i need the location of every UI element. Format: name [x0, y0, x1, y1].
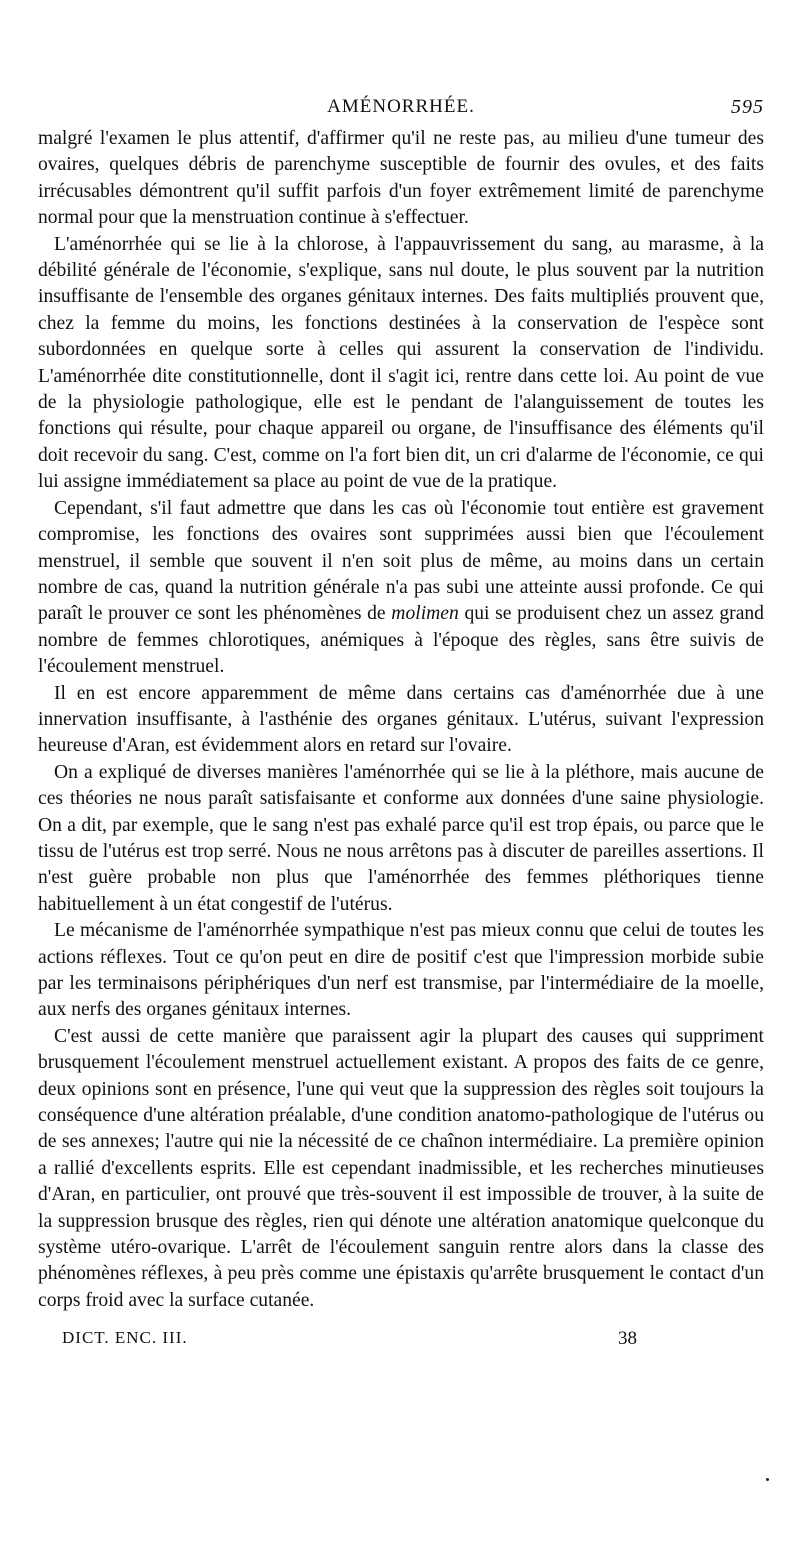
paragraph-plethora: On a expliqué de diverses manières l'aménorrhée qui se lie à la pléthore, mais aucune de ces théories ne nous paraît satisfaisante et conforme aux données d'une saine physiologie. On a dit, par exemple, que le sang n'est pas exhalé parce qu'il est trop épais, ou parce que le tissu de l'utérus est trop serré. Nous ne nous arrêtons pas à discuter de pareilles assertions. Il n'est guère probable non plus que l'aménorrhée des femmes pléthoriques tienne habituellement à un état congestif de l'utérus.: [38, 761, 764, 915]
page-footer: [38, 1328, 764, 1354]
paragraph-molimen: [38, 496, 764, 681]
paragraph-chlorosis: L'aménorrhée qui se lie à la chlorose, à l'appauvrissement du sang, au marasme, à la débilité générale de l'économie, s'explique, sans nul doute, le plus souvent par la nutrition insuffisante de l'ensemble des organes génitaux internes. Des faits multipliés prouvent que, chez la femme du moins, les fonctions destinées à la conservation de l'espèce sont subordonnées en quelque sorte à celles qui assurent la conservation de l'individu. L'aménorrhée dite constitutionnelle, dont il s'agit ici, rentre dans cette loi. Au point de vue de la physiologie pathologique, elle est le pendant de l'alanguissement de toutes les fonctions qui résulte, pour chaque appareil ou organe, de l'insuffisance des éléments qu'il doit recevoir du sang. C'est, comme on l'a fort bien dit, un cri d'alarme de l'économie, ce qui lui assigne immédiatement sa place au point de vue de la pratique.: [38, 233, 764, 493]
book-page: [38, 96, 764, 1354]
paragraph-suppression: C'est aussi de cette manière que paraissent agir la plupart des causes qui suppriment brusquement l'écoulement menstruel actuellement existant. A propos des faits de ce genre, deux opinions sont en présence, l'une qui veut que la suppression des règles soit toujours la conséquence d'une altération préalable, d'une condition anatomo-pathologique de l'utérus ou de ses annexes; l'autre qui nie la nécessité de ce chaînon intermédiaire. La première opinion a rallié d'excellents esprits. Elle est cependant inadmissible, et les recherches minutieuses d'Aran, en particulier, ont prouvé que très-souvent il est impossible de trouver, à la suite de la suppression brusque des règles, rien qui dénote une altération anatomique quelconque du système utéro-ovarique. L'arrêt de l'écoulement sanguin rentre alors dans la classe des phénomènes réflexes, à peu près comme une épistaxis qu'arrête brusquement le contact d'un corps froid avec la surface cutanée.: [38, 1025, 764, 1311]
paragraph-ovary-tumors: malgré l'examen le plus attentif, d'affirmer qu'il ne reste pas, au milieu d'une tumeur des ovaires, quelques débris de parenchyme susceptible de fournir des ovules, et des faits irrécusables démontrent qu'il suffit parfois d'un foyer extrêmement limité de parenchyme normal pour que la menstruation continue à s'effectuer.: [38, 128, 764, 229]
ink-speck: [766, 1478, 769, 1481]
signature-mark: DICT. ENC. III.: [62, 1328, 188, 1348]
paragraph-innervation: Il en est encore apparemment de même dans certains cas d'aménorrhée due à une innervation insuffisante, à l'asthénie des organes génitaux. L'utérus, suivant l'expression heureuse d'Aran, est évidemment alors en retard sur l'ovaire.: [38, 682, 764, 757]
paragraph-molimen-after: qui se produisent chez un assez grand nombre de femmes chlorotiques, anémiques à l'époque des règles, sans être suivis de l'écoulement menstruel.: [38, 603, 764, 678]
page-number: 595: [731, 96, 764, 118]
running-title: AMÉNORRHÉE.: [327, 96, 475, 117]
paragraph-sympathetic: Le mécanisme de l'aménorrhée sympathique n'est pas mieux connu que celui de toutes les actions réflexes. Tout ce qu'on peut en dire de positif c'est que l'impression morbide subie par les terminaisons périphériques d'un nerf est transmise, par l'intermédiaire de la moelle, aux nerfs des organes génitaux internes.: [38, 920, 764, 1021]
emphasis-molimen: molimen: [391, 603, 459, 625]
body-text: [38, 126, 764, 1314]
running-head: [38, 96, 764, 124]
signature-number: 38: [618, 1328, 637, 1350]
paragraph-molimen-before: Cependant, s'il faut admettre que dans les cas où l'économie tout entière est gravement compromise, les fonctions des ovaires sont supprimées aussi bien que l'écoulement menstruel, il semble que souvent il n'en soit plus de même, au moins dans un certain nombre de cas, quand la nutrition générale n'a pas subi une atteinte aussi profonde. Ce qui paraît le prouver ce sont les phénomènes de: [38, 497, 764, 625]
